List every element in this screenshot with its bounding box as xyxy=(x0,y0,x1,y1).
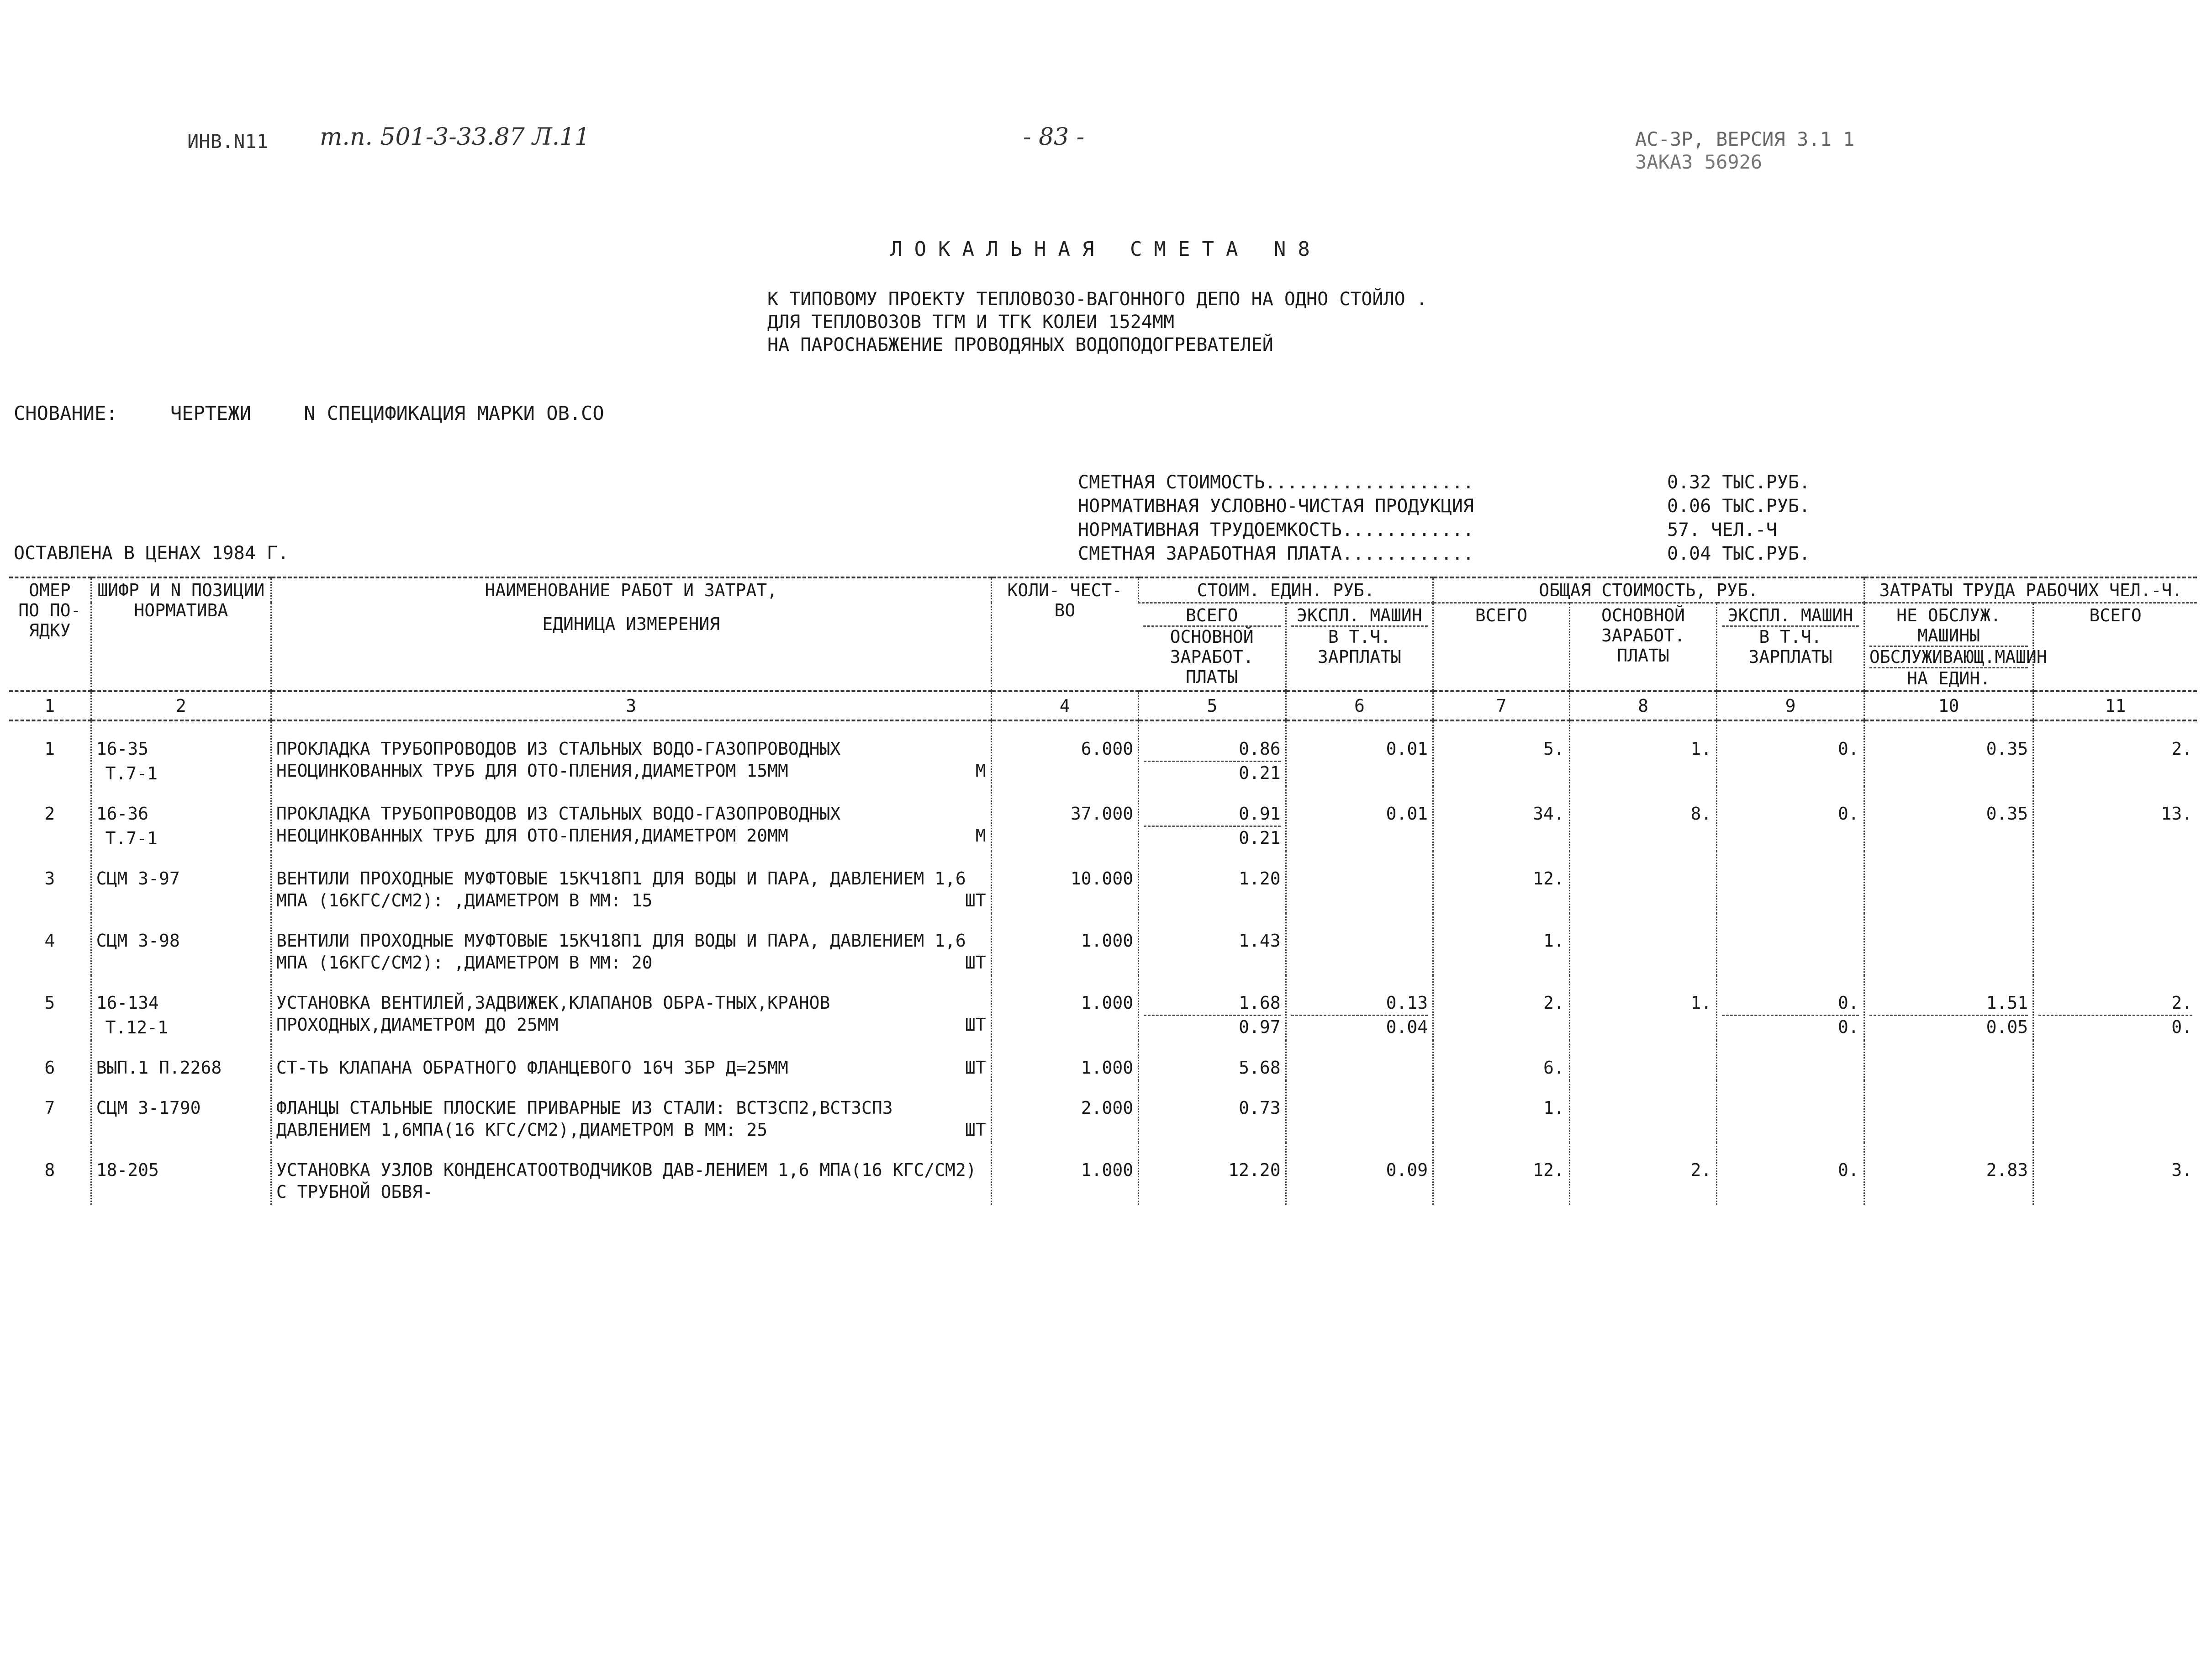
header-row-numbers xyxy=(9,691,2197,720)
row-number: 5 xyxy=(44,993,55,1013)
row-table-ref: Т.7-1 xyxy=(105,828,158,848)
row-total-machines-sub: 0. xyxy=(1722,1015,1859,1038)
row-quantity: 1.000 xyxy=(991,1040,1139,1080)
summary-label: СМЕТНАЯ СТОИМОСТЬ................... xyxy=(1078,472,1474,493)
row-total-machines-main: 0. xyxy=(1838,739,1859,759)
row-unit-machines xyxy=(1286,851,1433,913)
row-quantity: 1.000 xyxy=(991,975,1139,1040)
row-unit-total-sub: 0.21 xyxy=(1144,761,1281,784)
row-total: 12. xyxy=(1433,1143,1570,1205)
row-unit-total-main: 0.86 xyxy=(1239,739,1281,759)
col-number: 9 xyxy=(1717,691,1864,720)
row-labor-total-main: 13. xyxy=(2161,804,2192,824)
col-header-unit-machines-wage: В Т.Ч. ЗАРПЛАТЫ xyxy=(1291,625,1428,667)
col-header-code: ШИФР И N ПОЗИЦИИ НОРМАТИВА xyxy=(91,577,271,691)
row-unit-total xyxy=(1139,1080,1286,1143)
row-code xyxy=(91,851,271,913)
summary-value: 0.32 ТЫС.РУБ. xyxy=(1667,472,1811,493)
row-name-text: ПРОКЛАДКА ТРУБОПРОВОДОВ ИЗ СТАЛЬНЫХ ВОДО-ГАЗОПРОВОДНЫХ НЕОЦИНКОВАННЫХ ТРУБ ДЛЯ ОТО-ПЛЕНИЯ,ДИАМЕТРОМ 15ММ xyxy=(276,739,841,781)
col-header-unit-machines xyxy=(1286,603,1433,692)
col-header-number: ОМЕР ПО ПО- ЯДКУ xyxy=(9,577,91,691)
row-total-machines xyxy=(1717,975,1864,1040)
row-unit-total-main: 0.73 xyxy=(1239,1098,1281,1118)
row-total-wage xyxy=(1569,913,1717,975)
row-total: 6. xyxy=(1433,1040,1570,1080)
basis-drawings: ЧЕРТЕЖИ xyxy=(170,402,251,424)
row-total-wage: 2. xyxy=(1569,1143,1717,1205)
row-total-machines xyxy=(1717,720,1864,786)
table-row xyxy=(9,1143,2197,1205)
col-header-labor-total: ВСЕГО xyxy=(2033,603,2197,692)
row-name xyxy=(271,851,991,913)
col-header-total-machines-main: ЭКСПЛ. МАШИН xyxy=(1727,605,1853,625)
row-total-wage: 1. xyxy=(1569,720,1717,786)
estimate-rows xyxy=(9,720,2197,1205)
row-labor-total xyxy=(2033,1143,2197,1205)
row-total-machines-main: 0. xyxy=(1838,993,1859,1013)
summary-value: 0.04 ТЫС.РУБ. xyxy=(1667,543,1811,564)
row-name xyxy=(271,786,991,851)
row-number: 8 xyxy=(44,1160,55,1180)
row-quantity: 6.000 xyxy=(991,720,1139,786)
table-row xyxy=(9,851,2197,913)
basis-spec: N СПЕЦИФИКАЦИЯ МАРКИ ОВ.СО xyxy=(304,402,604,424)
prices-note: ОСТАВЛЕНА В ЦЕНАХ 1984 Г. xyxy=(14,543,289,564)
row-labor-unit-sub: 0.05 xyxy=(1869,1015,2028,1038)
col-header-total: ВСЕГО xyxy=(1433,603,1570,692)
col-header-labor-per-unit: НА ЕДИН. xyxy=(1869,667,2028,688)
summary-row xyxy=(1078,494,1895,518)
row-name xyxy=(271,1080,991,1143)
row-total-machines xyxy=(1717,913,1864,975)
row-labor-total-main: 3. xyxy=(2171,1160,2192,1180)
table-row xyxy=(9,975,2197,1040)
row-total: 1. xyxy=(1433,913,1570,975)
summary-row xyxy=(1078,542,1895,566)
row-total-machines xyxy=(1717,786,1864,851)
row-table-ref: Т.12-1 xyxy=(105,1017,168,1038)
row-name-text: УСТАНОВКА ВЕНТИЛЕЙ,ЗАДВИЖЕК,КЛАПАНОВ ОБРА-ТНЫХ,КРАНОВ ПРОХОДНЫХ,ДИАМЕТРОМ ДО 25ММ xyxy=(276,993,830,1035)
row-labor-unit-main: 0.35 xyxy=(1986,739,2028,759)
row-code-value: СЦМ 3-98 xyxy=(96,931,180,951)
row-unit-machines-main: 0.09 xyxy=(1386,1160,1428,1180)
row-unit: ШТ xyxy=(965,1120,986,1140)
row-name xyxy=(271,913,991,975)
program-version: АС-ЗР, ВЕРСИЯ 3.1 1 xyxy=(1635,128,1855,150)
row-code-value: 16-134 xyxy=(96,993,159,1013)
row-code-value: ВЫП.1 П.2268 xyxy=(96,1058,222,1078)
row-total-wage: 8. xyxy=(1569,786,1717,851)
row-unit: М xyxy=(975,826,986,846)
col-number: 2 xyxy=(91,691,271,720)
table-row xyxy=(9,786,2197,851)
subtitle-line: ДЛЯ ТЕПЛОВОЗОВ ТГМ И ТГК КОЛЕИ 1524ММ xyxy=(767,312,1175,333)
row-total-wage xyxy=(1569,1080,1717,1143)
row-unit-total-main: 0.91 xyxy=(1239,804,1281,824)
col-header-unit-total xyxy=(1139,603,1286,692)
row-labor-unit xyxy=(1864,913,2033,975)
row-total-wage xyxy=(1569,1040,1717,1080)
row-name-text: УСТАНОВКА УЗЛОВ КОНДЕНСАТООТВОДЧИКОВ ДАВ-ЛЕНИЕМ 1,6 МПА(16 КГС/СМ2) С ТРУБНОЙ ОБВЯ- xyxy=(276,1160,977,1202)
row-labor-total xyxy=(2033,913,2197,975)
page-number: - 83 - xyxy=(1023,123,1085,151)
row-labor-total-sub: 0. xyxy=(2038,1015,2192,1038)
row-unit-total-main: 1.20 xyxy=(1239,868,1281,889)
row-name-text: ВЕНТИЛИ ПРОХОДНЫЕ МУФТОВЫЕ 15КЧ18П1 ДЛЯ ВОДЫ И ПАРА, ДАВЛЕНИЕМ 1,6 МПА (16КГС/СМ2): ,ДИАМЕТРОМ В ММ: 20 xyxy=(276,931,966,973)
row-total: 34. xyxy=(1433,786,1570,851)
row-unit-total xyxy=(1139,1143,1286,1205)
row-code xyxy=(91,1080,271,1143)
row-number: 6 xyxy=(44,1058,55,1078)
row-number: 3 xyxy=(44,868,55,889)
row-labor-unit xyxy=(1864,786,2033,851)
col-header-labor-machines: ОБСЛУЖИВАЮЩ.МАШИН xyxy=(1869,646,2028,667)
row-code xyxy=(91,913,271,975)
row-code xyxy=(91,1040,271,1080)
row-total-machines xyxy=(1717,1143,1864,1205)
col-header-unit-wage: ОСНОВНОЙ ЗАРАБОТ. ПЛАТЫ xyxy=(1143,625,1281,687)
row-unit-total-main: 5.68 xyxy=(1239,1058,1281,1078)
row-name-text: ВЕНТИЛИ ПРОХОДНЫЕ МУФТОВЫЕ 15КЧ18П1 ДЛЯ ВОДЫ И ПАРА, ДАВЛЕНИЕМ 1,6 МПА (16КГС/СМ2): ,ДИАМЕТРОМ В ММ: 15 xyxy=(276,868,966,911)
row-labor-unit-main: 2.83 xyxy=(1986,1160,2028,1180)
col-number: 11 xyxy=(2033,691,2197,720)
col-header-total-machines xyxy=(1717,603,1864,692)
row-code-value: 18-205 xyxy=(96,1160,159,1180)
row-labor-unit xyxy=(1864,1080,2033,1143)
row-labor-total xyxy=(2033,1080,2197,1143)
row-unit-total-main: 1.43 xyxy=(1239,931,1281,951)
row-total-machines xyxy=(1717,1080,1864,1143)
table-row xyxy=(9,913,2197,975)
row-total: 5. xyxy=(1433,720,1570,786)
row-unit: ШТ xyxy=(965,953,986,973)
document-subtitle xyxy=(767,288,1427,356)
row-unit-machines xyxy=(1286,975,1433,1040)
row-code xyxy=(91,1143,271,1205)
row-code-value: СЦМ 3-97 xyxy=(96,868,180,889)
row-unit-total xyxy=(1139,913,1286,975)
estimate-table xyxy=(9,577,2197,1205)
row-unit-machines-main: 0.01 xyxy=(1386,804,1428,824)
row-name xyxy=(271,1143,991,1205)
row-quantity: 2.000 xyxy=(991,1080,1139,1143)
col-number: 5 xyxy=(1139,691,1286,720)
col-group-total-cost: ОБЩАЯ СТОИМОСТЬ, РУБ. xyxy=(1433,577,1864,603)
row-code xyxy=(91,975,271,1040)
col-header-unit-machines-main: ЭКСПЛ. МАШИН xyxy=(1297,605,1422,625)
basis-line xyxy=(14,402,645,424)
row-unit: М xyxy=(975,761,986,781)
subtitle-line: К ТИПОВОМУ ПРОЕКТУ ТЕПЛОВОЗО-ВАГОННОГО ДЕПО НА ОДНО СТОЙЛО . xyxy=(767,289,1427,310)
row-total-machines-main: 0. xyxy=(1838,1160,1859,1180)
col-header-total-wage: ОСНОВНОЙ ЗАРАБОТ. ПЛАТЫ xyxy=(1569,603,1717,692)
row-labor-unit-main: 1.51 xyxy=(1986,993,2028,1013)
col-header-total-machines-wage: В Т.Ч. ЗАРПЛАТЫ xyxy=(1722,625,1859,667)
col-header-labor-unit xyxy=(1864,603,2047,692)
summary-row xyxy=(1078,518,1895,542)
row-name-text: ФЛАНЦЫ СТАЛЬНЫЕ ПЛОСКИЕ ПРИВАРНЫЕ ИЗ СТАЛИ: ВСТ3СП2,ВСТ3СП3 ДАВЛЕНИЕМ 1,6МПА(16 КГС/СМ2),ДИАМЕТРОМ В ММ: 25 xyxy=(276,1098,893,1140)
document-title: ЛОКАЛЬНАЯ СМЕТА N8 xyxy=(890,238,1322,261)
row-unit-machines xyxy=(1286,1040,1433,1080)
row-unit-machines-main: 0.13 xyxy=(1386,993,1428,1013)
row-labor-total xyxy=(2033,975,2197,1040)
row-number: 1 xyxy=(44,739,55,759)
summary-value: 0.06 ТЫС.РУБ. xyxy=(1667,496,1811,517)
row-code xyxy=(91,720,271,786)
summary-row xyxy=(1078,471,1895,494)
table-row xyxy=(9,720,2197,786)
summary-label: НОРМАТИВНАЯ УСЛОВНО-ЧИСТАЯ ПРОДУКЦИЯ xyxy=(1078,496,1474,517)
row-total: 1. xyxy=(1433,1080,1570,1143)
col-header-labor-not-machines: НЕ ОБСЛУЖ. МАШИНЫ xyxy=(1896,605,2001,646)
row-labor-total-main: 2. xyxy=(2171,993,2192,1013)
row-name xyxy=(271,720,991,786)
row-unit-total xyxy=(1139,720,1286,786)
row-unit-machines xyxy=(1286,913,1433,975)
row-number: 4 xyxy=(44,931,55,951)
row-labor-total xyxy=(2033,1040,2197,1080)
col-number: 8 xyxy=(1569,691,1717,720)
row-total-machines-main: 0. xyxy=(1838,804,1859,824)
row-labor-total xyxy=(2033,851,2197,913)
col-group-unit-cost: СТОИМ. ЕДИН. РУБ. xyxy=(1139,577,1433,603)
row-name-text: ПРОКЛАДКА ТРУБОПРОВОДОВ ИЗ СТАЛЬНЫХ ВОДО-ГАЗОПРОВОДНЫХ НЕОЦИНКОВАННЫХ ТРУБ ДЛЯ ОТО-ПЛЕНИЯ,ДИАМЕТРОМ 20ММ xyxy=(276,804,841,846)
row-total: 12. xyxy=(1433,851,1570,913)
col-number: 6 xyxy=(1286,691,1433,720)
col-number: 3 xyxy=(271,691,991,720)
row-unit: ШТ xyxy=(965,1015,986,1035)
row-unit-total-main: 12.20 xyxy=(1228,1160,1281,1180)
row-unit: ШТ xyxy=(965,1058,986,1078)
summary-block xyxy=(1078,471,1895,566)
row-unit-total-sub: 0.21 xyxy=(1144,826,1281,849)
row-unit-total xyxy=(1139,851,1286,913)
col-header-unit: ЕДИНИЦА ИЗМЕРЕНИЯ xyxy=(542,614,720,634)
row-unit-machines xyxy=(1286,720,1433,786)
row-number: 7 xyxy=(44,1098,55,1118)
row-unit-machines xyxy=(1286,1143,1433,1205)
basis-label: СНОВАНИЕ: xyxy=(14,402,118,424)
row-labor-unit xyxy=(1864,1040,2033,1080)
row-quantity: 10.000 xyxy=(991,851,1139,913)
col-header-name xyxy=(271,577,991,691)
header-row-groups xyxy=(9,577,2197,603)
row-number: 2 xyxy=(44,804,55,824)
inventory-number: ИНВ.N11 xyxy=(187,130,269,153)
row-table-ref: Т.7-1 xyxy=(105,763,158,784)
project-reference: т.п. 501-3-33.87 Л.11 xyxy=(320,123,590,151)
row-unit: ШТ xyxy=(965,890,986,911)
row-quantity: 37.000 xyxy=(991,786,1139,851)
row-total-machines xyxy=(1717,851,1864,913)
col-number: 1 xyxy=(9,691,91,720)
row-total: 2. xyxy=(1433,975,1570,1040)
row-labor-unit xyxy=(1864,975,2033,1040)
row-quantity: 1.000 xyxy=(991,913,1139,975)
row-name xyxy=(271,1040,991,1080)
table-row xyxy=(9,1040,2197,1080)
row-code-value: 16-36 xyxy=(96,804,149,824)
row-unit-machines xyxy=(1286,786,1433,851)
row-unit-total xyxy=(1139,975,1286,1040)
row-labor-unit xyxy=(1864,720,2033,786)
subtitle-line: НА ПАРОСНАБЖЕНИЕ ПРОВОДЯНЫХ ВОДОПОДОГРЕВАТЕЛЕЙ xyxy=(767,334,1273,355)
row-unit-machines-main: 0.01 xyxy=(1386,739,1428,759)
row-name-text: СТ-ТЬ КЛАПАНА ОБРАТНОГО ФЛАНЦЕВОГО 16Ч 3БР Д=25ММ xyxy=(276,1058,788,1078)
col-number: 4 xyxy=(991,691,1139,720)
row-labor-unit-main: 0.35 xyxy=(1986,804,2028,824)
col-group-labor: ЗАТРАТЫ ТРУДА РАБОЧИХ ЧЕЛ.-Ч. xyxy=(1864,577,2197,603)
row-total-wage xyxy=(1569,851,1717,913)
row-quantity: 1.000 xyxy=(991,1143,1139,1205)
col-header-name-main: НАИМЕНОВАНИЕ РАБОТ И ЗАТРАТ, xyxy=(485,580,778,600)
row-unit-total xyxy=(1139,1040,1286,1080)
row-unit-machines xyxy=(1286,1080,1433,1143)
row-labor-total xyxy=(2033,720,2197,786)
col-header-quantity: КОЛИ- ЧЕСТ- ВО xyxy=(991,577,1139,691)
row-unit-total-main: 1.68 xyxy=(1239,993,1281,1013)
row-unit-total-sub: 0.97 xyxy=(1144,1015,1281,1038)
row-unit-machines-sub: 0.04 xyxy=(1291,1015,1428,1038)
row-name xyxy=(271,975,991,1040)
row-code-value: 16-35 xyxy=(96,739,149,759)
order-number: ЗАКАЗ 56926 xyxy=(1635,151,1763,173)
row-labor-unit xyxy=(1864,851,2033,913)
table-row xyxy=(9,1080,2197,1143)
row-total-machines xyxy=(1717,1040,1864,1080)
row-labor-unit xyxy=(1864,1143,2033,1205)
row-labor-total-main: 2. xyxy=(2171,739,2192,759)
summary-label: СМЕТНАЯ ЗАРАБОТНАЯ ПЛАТА............ xyxy=(1078,543,1474,564)
row-code xyxy=(91,786,271,851)
summary-value: 57. ЧЕЛ.-Ч xyxy=(1667,519,1777,540)
row-total-wage: 1. xyxy=(1569,975,1717,1040)
row-labor-total xyxy=(2033,786,2197,851)
row-unit-total xyxy=(1139,786,1286,851)
col-number: 10 xyxy=(1864,691,2033,720)
col-header-unit-total-main: ВСЕГО xyxy=(1185,605,1238,625)
col-number: 7 xyxy=(1433,691,1570,720)
row-code-value: СЦМ 3-1790 xyxy=(96,1098,201,1118)
summary-label: НОРМАТИВНАЯ ТРУДОЕМКОСТЬ............ xyxy=(1078,519,1474,540)
